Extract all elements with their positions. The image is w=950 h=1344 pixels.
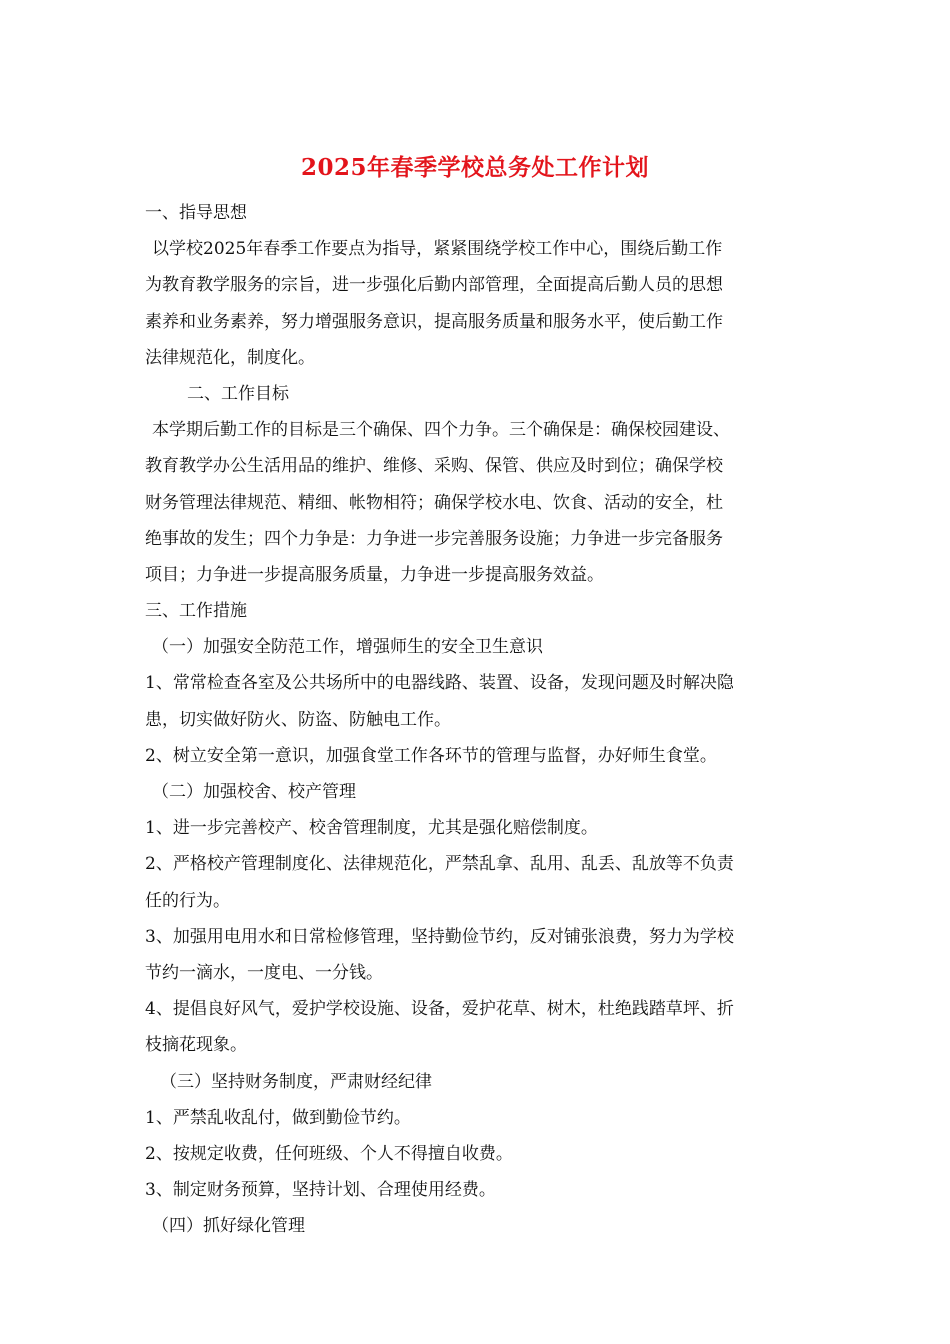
list-item: 2、按规定收费，任何班级、个人不得擅自收费。 [145, 1143, 513, 1164]
list-item: 3、加强用电用水和日常检修管理，坚持勤俭节约，反对铺张浪费，努力为学校 [145, 926, 734, 947]
paragraph-line: 本学期后勤工作的目标是三个确保、四个力争。三个确保是：确保校园建设、 [152, 420, 730, 441]
paragraph-line: 财务管理法律规范、精细、帐物相符；确保学校水电、饮食、活动的安全，杜 [145, 492, 723, 513]
list-item: 1、严禁乱收乱付，做到勤俭节约。 [145, 1107, 411, 1128]
list-item-continuation: 节约一滴水，一度电、一分钱。 [145, 962, 383, 983]
section-heading-guiding-ideology: 一、指导思想 [145, 203, 247, 223]
document-title: 2025年春季学校总务处工作计划 [300, 154, 649, 181]
section-heading-work-goals: 二、工作目标 [187, 383, 289, 404]
paragraph-line: 为教育教学服务的宗旨，进一步强化后勤内部管理，全面提高后勤人员的思想 [145, 275, 723, 296]
subsection-heading: （二）加强校舍、校产管理 [152, 782, 356, 802]
subsection-heading: （四）抓好绿化管理 [152, 1216, 305, 1237]
list-item: 1、常常检查各室及公共场所中的电器线路、装置、设备，发现问题及时解决隐 [145, 673, 734, 694]
paragraph-line: 素养和业务素养，努力增强服务意识，提高服务质量和服务水平，使后勤工作 [145, 311, 723, 332]
section-heading-work-measures: 三、工作措施 [145, 601, 247, 622]
list-item: 3、制定财务预算，坚持计划、合理使用经费。 [145, 1180, 496, 1201]
paragraph-line: 项目；力争进一步提高服务质量，力争进一步提高服务效益。 [145, 564, 604, 585]
list-item-continuation: 患，切实做好防火、防盗、防触电工作。 [145, 709, 451, 730]
subsection-heading: （三）坚持财务制度，严肃财经纪律 [160, 1071, 432, 1092]
paragraph-line: 绝事故的发生；四个力争是：力争进一步完善服务设施；力争进一步完备服务 [145, 528, 723, 549]
list-item: 1、进一步完善校产、校舍管理制度，尤其是强化赔偿制度。 [145, 818, 598, 839]
list-item: 4、提倡良好风气，爱护学校设施、设备，爱护花草、树木，杜绝践踏草坪、折 [145, 999, 734, 1020]
paragraph-line: 以学校2025年春季工作要点为指导，紧紧围绕学校工作中心，围绕后勤工作 [152, 239, 723, 260]
paragraph-line: 教育教学办公生活用品的维护、维修、采购、保管、供应及时到位；确保学校 [145, 456, 723, 477]
subsection-heading: （一）加强安全防范工作，增强师生的安全卫生意识 [152, 637, 543, 658]
list-item-continuation: 任的行为。 [145, 890, 230, 911]
list-item-continuation: 枝摘花现象。 [145, 1035, 247, 1056]
list-item: 2、树立安全第一意识，加强食堂工作各环节的管理与监督，办好师生食堂。 [145, 745, 717, 766]
list-item: 2、严格校产管理制度化、法律规范化，严禁乱拿、乱用、乱丢、乱放等不负责 [145, 854, 734, 875]
document-body [145, 195, 810, 1244]
paragraph-line: 法律规范化，制度化。 [145, 347, 315, 368]
